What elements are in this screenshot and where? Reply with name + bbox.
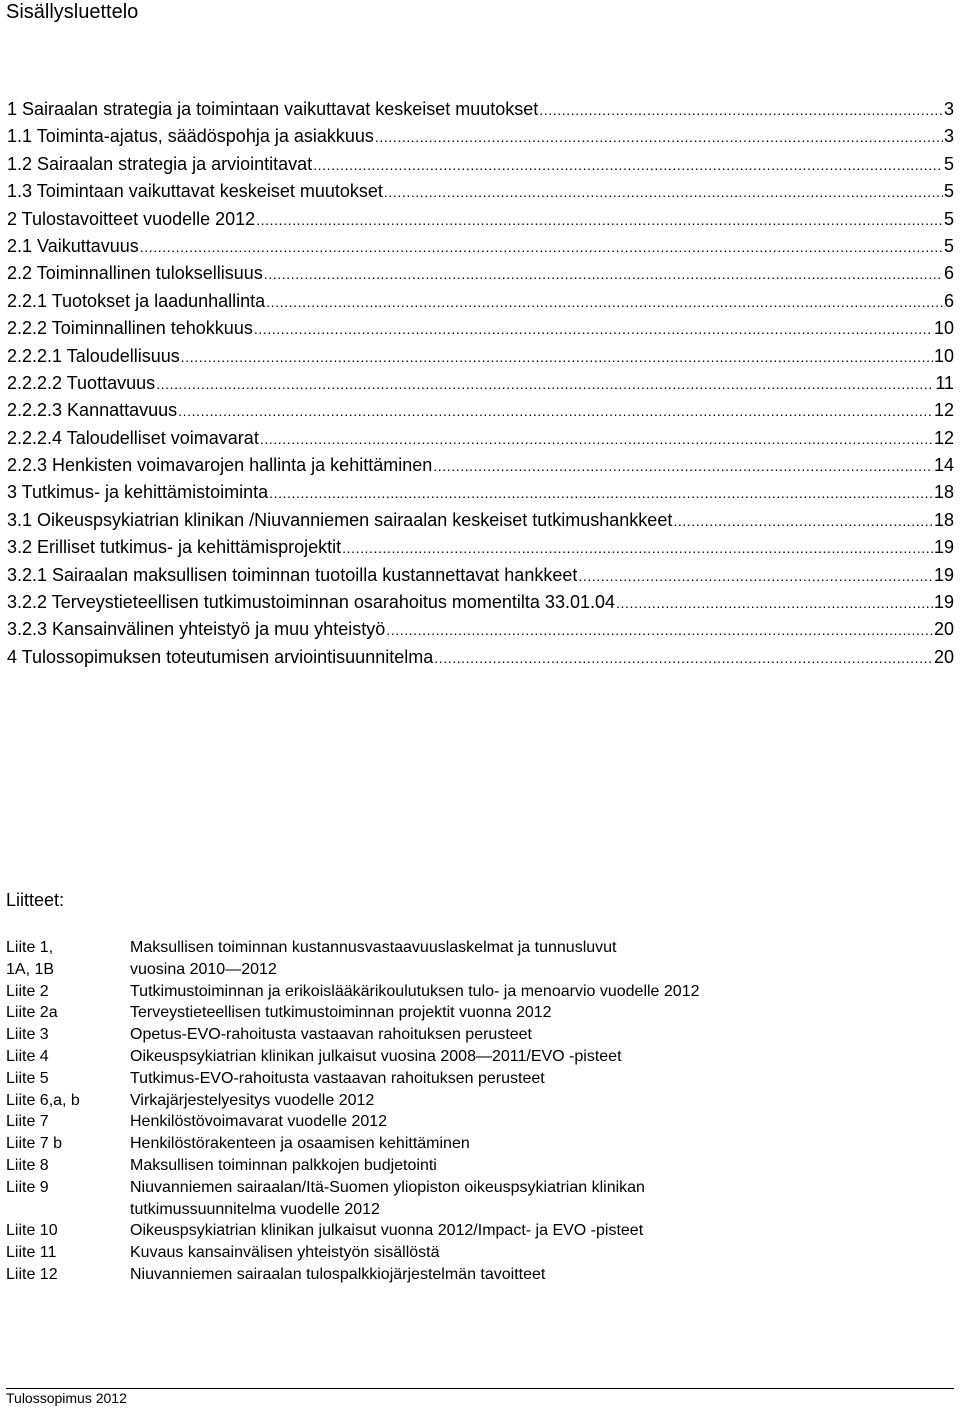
attachment-id: Liite 6,a, b <box>6 1091 80 1109</box>
attachment-description: Oikeuspsykiatrian klinikan julkaisut vuosina 2008—2011/EVO -pisteet <box>130 1047 622 1065</box>
toc-leader-dots <box>140 236 943 258</box>
toc-entry-page: 11 <box>935 372 954 393</box>
toc-leader-dots <box>539 99 943 121</box>
toc-entry-page: 3 <box>943 99 954 119</box>
toc-leader-dots <box>269 482 933 504</box>
toc-entry-page: 6 <box>943 263 954 284</box>
toc-entry-page: 6 <box>943 290 954 311</box>
attachment-description: Maksullisen toiminnan kustannusvastaavuuslaskelmat ja tunnusluvut <box>130 939 617 956</box>
toc-leader-dots <box>256 209 943 231</box>
toc-leader-dots <box>178 400 933 422</box>
attachment-row <box>6 959 946 981</box>
toc-entry[interactable] <box>7 290 954 317</box>
toc-entry-page: 12 <box>933 427 954 448</box>
toc-entry-page: 14 <box>933 455 954 476</box>
toc-entry[interactable] <box>7 153 954 180</box>
attachment-row <box>6 1068 946 1090</box>
toc-leader-dots <box>264 263 943 285</box>
toc-entry-page: 10 <box>933 318 954 339</box>
toc-entry-text: 3.2.3 Kansainvälinen yhteistyö ja muu yhteistyö <box>7 619 386 640</box>
toc-entry[interactable] <box>7 509 954 536</box>
toc-leader-dots <box>254 318 933 340</box>
attachments-list <box>6 937 946 1286</box>
toc-entry-text: 3.2 Erilliset tutkimus- ja kehittämisprojektit <box>7 537 342 558</box>
toc-entry-text: 2.2.2.1 Taloudellisuus <box>7 345 180 366</box>
attachment-id: Liite 4 <box>6 1047 49 1065</box>
attachment-id: 1A, 1B <box>6 960 55 978</box>
toc-entry[interactable] <box>7 646 954 673</box>
toc-entry[interactable] <box>7 481 954 508</box>
toc-leader-dots <box>673 510 933 532</box>
toc-entry-text: 3 Tutkimus- ja kehittämistoiminta <box>7 482 269 503</box>
attachment-id: Liite 7 b <box>6 1135 63 1153</box>
toc-entry-page: 5 <box>943 235 954 256</box>
toc-entry-text: 2.2.2.3 Kannattavuus <box>7 400 178 421</box>
attachments-heading: Liitteet: <box>6 890 65 910</box>
toc-entry-text: 2 Tulostavoitteet vuodelle 2012 <box>7 208 256 229</box>
toc-entry-page: 12 <box>933 400 954 421</box>
toc-leader-dots <box>260 428 933 450</box>
attachment-description: Kuvaus kansainvälisen yhteistyön sisällöstä <box>130 1244 440 1262</box>
toc-entry-page: 5 <box>943 153 954 174</box>
toc-entry-page: 3 <box>943 126 954 147</box>
attachment-id: Liite 2 <box>6 982 49 1000</box>
toc-leader-dots <box>266 291 943 313</box>
toc-entry[interactable] <box>7 208 954 235</box>
toc-leader-dots <box>384 181 943 203</box>
toc-leader-dots <box>156 373 934 395</box>
attachment-row <box>6 1090 946 1112</box>
toc-entry-text: 2.2.1 Tuotokset ja laadunhallinta <box>7 290 266 311</box>
toc-entry-page: 18 <box>933 509 954 530</box>
toc-entry-text: 2.1 Vaikuttavuus <box>7 235 139 256</box>
attachment-description: Virkajärjestelyesitys vuodelle 2012 <box>130 1091 375 1109</box>
attachment-row <box>6 1155 946 1177</box>
attachment-description: vuosina 2010—2012 <box>130 960 277 978</box>
attachment-id: Liite 10 <box>6 1222 58 1240</box>
toc-entry-page: 18 <box>933 482 954 503</box>
attachment-row <box>6 1111 946 1133</box>
toc-entry[interactable] <box>7 125 954 152</box>
toc-entry-text: 2.2.2.2 Tuottavuus <box>7 372 156 393</box>
toc-entry[interactable] <box>7 345 954 372</box>
footer-text: Tulossopimus 2012 <box>6 1390 127 1406</box>
toc-entry[interactable] <box>7 98 954 125</box>
toc-leader-dots <box>181 346 933 368</box>
toc-entry-page: 5 <box>943 208 954 229</box>
attachment-id: Liite 1, <box>6 939 54 956</box>
attachment-description: Henkilöstörakenteen ja osaamisen kehittäminen <box>130 1135 470 1153</box>
attachment-description: Tutkimustoiminnan ja erikoislääkärikoulutuksen tulo- ja menoarvio vuodelle 2012 <box>130 982 700 1000</box>
toc-entry-text: 3.2.2 Terveystieteellisen tutkimustoiminnan osarahoitus momentilta 33.01.04 <box>7 592 616 613</box>
toc-entry-page: 5 <box>943 181 954 202</box>
toc-entry-text: 1.1 Toiminta-ajatus, säädöspohja ja asiakkuus <box>7 126 374 147</box>
attachment-row <box>6 1024 946 1046</box>
attachment-description: Tutkimus-EVO-rahoitusta vastaavan rahoituksen perusteet <box>130 1069 545 1087</box>
toc-entry[interactable] <box>7 536 954 563</box>
toc-entry-page: 20 <box>933 619 954 640</box>
toc-entry[interactable] <box>7 454 954 481</box>
toc-entry-text: 1.3 Toimintaan vaikuttavat keskeiset muutokset <box>7 181 383 202</box>
toc-entry[interactable] <box>7 262 954 289</box>
toc-entry-text: 2.2.3 Henkisten voimavarojen hallinta ja kehittäminen <box>7 455 433 476</box>
toc-entry[interactable] <box>7 235 954 262</box>
toc-leader-dots <box>313 154 943 176</box>
toc-leader-dots <box>386 619 933 641</box>
toc-leader-dots <box>578 565 933 587</box>
toc-leader-dots <box>434 647 933 669</box>
toc-entry-text: 3.1 Oikeuspsykiatrian klinikan /Niuvanniemen sairaalan keskeiset tutkimushankkeet <box>7 509 673 530</box>
attachment-id: Liite 11 <box>6 1244 57 1262</box>
attachment-description: Henkilöstövoimavarat vuodelle 2012 <box>130 1113 388 1131</box>
attachment-description: Niuvanniemen sairaalan tulospalkkiojärjestelmän tavoitteet <box>130 1265 546 1283</box>
attachment-row <box>6 1046 946 1068</box>
attachment-row <box>6 937 946 959</box>
attachment-row <box>6 981 946 1003</box>
toc-entry-page: 20 <box>933 646 954 667</box>
toc-entry[interactable] <box>7 427 954 454</box>
toc-entry[interactable] <box>7 180 954 207</box>
attachment-row <box>6 1002 946 1024</box>
attachment-id: Liite 7 <box>6 1113 49 1131</box>
toc-entry[interactable] <box>7 591 954 618</box>
toc-entry-text: 4 Tulossopimuksen toteutumisen arviointisuunnitelma <box>7 646 434 667</box>
attachment-id: Liite 2a <box>6 1004 58 1022</box>
toc-entry-page: 10 <box>933 345 954 366</box>
toc-entry-page: 19 <box>933 537 954 558</box>
attachment-description: Opetus-EVO-rahoitusta vastaavan rahoituksen perusteet <box>130 1026 532 1044</box>
toc-leader-dots <box>375 126 943 148</box>
toc-entry[interactable] <box>7 317 954 344</box>
attachment-description: Niuvanniemen sairaalan/Itä-Suomen yliopiston oikeuspsykiatrian klinikan tutkimussuunnitelma vuodelle 2012 <box>130 1178 645 1218</box>
attachment-row <box>6 1220 946 1242</box>
toc-entry-page: 19 <box>933 564 954 585</box>
toc-leader-dots <box>616 592 933 614</box>
toc-leader-dots <box>342 537 933 559</box>
toc-entry[interactable] <box>7 564 954 591</box>
toc-entry-text: 1.2 Sairaalan strategia ja arviointitavat <box>7 153 313 174</box>
footer-divider <box>6 1388 954 1389</box>
attachment-description: Oikeuspsykiatrian klinikan julkaisut vuonna 2012/Impact- ja EVO -pisteet <box>130 1222 644 1240</box>
toc-entry-page: 19 <box>933 592 954 613</box>
attachment-description: Maksullisen toiminnan palkkojen budjetointi <box>130 1156 437 1174</box>
toc-entry-text: 1 Sairaalan strategia ja toimintaan vaikuttavat keskeiset muutokset <box>7 99 539 119</box>
table-of-contents <box>7 98 954 673</box>
toc-entry-text: 2.2.2 Toiminnallinen tehokkuus <box>7 318 253 339</box>
toc-entry[interactable] <box>7 399 954 426</box>
attachment-id: Liite 3 <box>6 1026 49 1044</box>
toc-leader-dots <box>433 455 933 477</box>
toc-entry[interactable] <box>7 618 954 645</box>
attachment-id: Liite 12 <box>6 1265 58 1283</box>
attachment-row <box>6 1133 946 1155</box>
attachment-row <box>6 1177 946 1221</box>
toc-entry-text: 3.2.1 Sairaalan maksullisen toiminnan tuotoilla kustannettavat hankkeet <box>7 564 578 585</box>
page-title: Sisällysluettelo <box>6 1 139 23</box>
attachment-row <box>6 1242 946 1264</box>
toc-entry-text: 2.2 Toiminnallinen tuloksellisuus <box>7 263 263 284</box>
toc-entry-text: 2.2.2.4 Taloudelliset voimavarat <box>7 427 259 448</box>
attachment-id: Liite 8 <box>6 1156 49 1174</box>
attachment-row <box>6 1264 946 1286</box>
attachment-id: Liite 9 <box>6 1178 49 1196</box>
attachment-description: Terveystieteellisen tutkimustoiminnan projektit vuonna 2012 <box>130 1004 552 1022</box>
toc-entry[interactable] <box>7 372 954 399</box>
attachment-id: Liite 5 <box>6 1069 49 1087</box>
